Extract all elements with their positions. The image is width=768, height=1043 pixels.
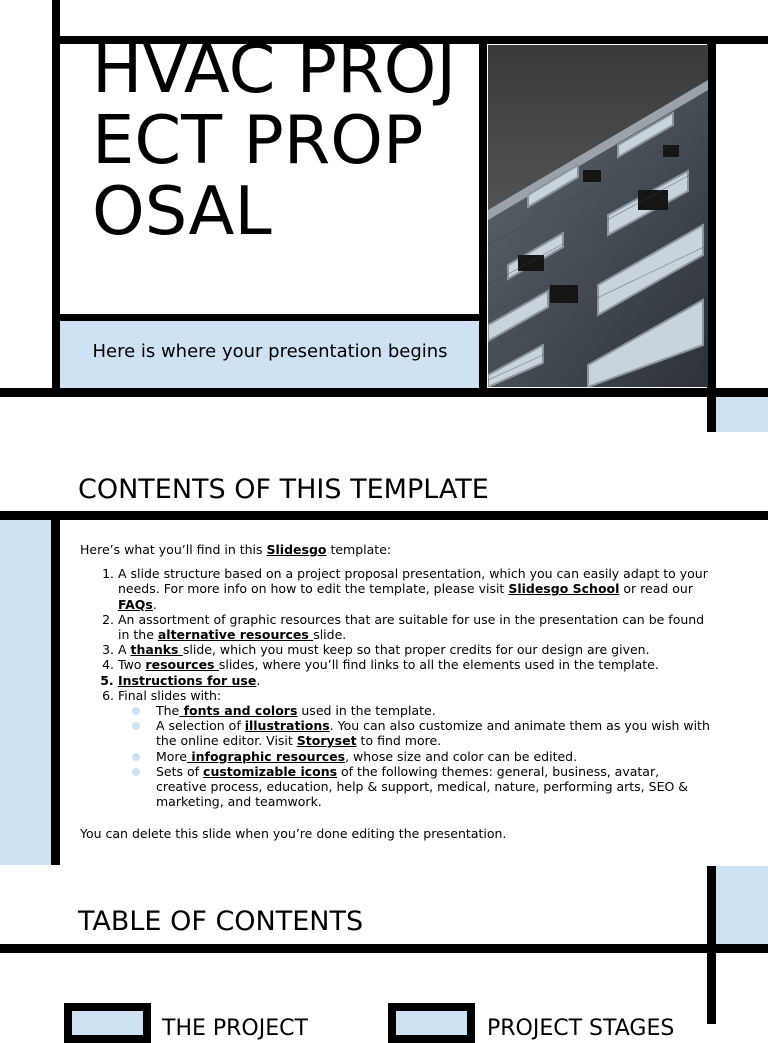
page-title: HVAC PROJECT PROPOSAL	[92, 30, 457, 250]
sub-list-item: More infographic resources, whose size and color can be edited.	[156, 749, 710, 764]
contents-list	[80, 566, 710, 809]
sub-list-item: A selection of illustrations. You can also customize and animate them as you wish with the online editor. Visit Storyset to find more.	[156, 718, 710, 749]
accent-block	[0, 520, 51, 865]
sub-list	[118, 703, 710, 809]
thanks-link[interactable]: thanks	[130, 642, 183, 658]
frame-line	[0, 388, 768, 397]
intro-text: Here’s what you’ll find in this Slidesgo template:	[80, 542, 392, 557]
list-item: 3. A thanks slide, which you must keep so that proper credits for our design are given.	[118, 642, 710, 657]
toc-item-label[interactable]: PROJECT STAGES	[487, 1016, 675, 1041]
sub-list-item: Sets of customizable icons of the following themes: general, business, avatar, creative process, education, help & support, medical, nature, performing arts, SEO & marketing, and teamwork.	[156, 764, 710, 810]
toc-number-box	[64, 1003, 151, 1043]
contents-text	[80, 542, 710, 842]
accent-block	[716, 866, 768, 944]
illustrations-link[interactable]: illustrations	[244, 718, 330, 734]
instructions-link[interactable]: Instructions for use	[118, 672, 257, 688]
building-facade-icon	[488, 45, 708, 387]
list-item: 5. Instructions for use.	[118, 673, 710, 688]
frame-line	[51, 520, 60, 865]
list-item: 2. An assortment of graphic resources that are suitable for use in the presentation can be found in the alternative resources slide.	[118, 612, 710, 642]
toc-item-label[interactable]: THE PROJECT	[162, 1016, 308, 1041]
section-heading: CONTENTS OF THIS TEMPLATE	[78, 474, 489, 505]
icons-link[interactable]: customizable icons	[203, 763, 338, 779]
building-photo	[488, 45, 708, 387]
list-item: 6. Final slides with: The fonts and colors used in the template. A selection of illustrations. You can also customize and animate them as you wish with the online editor. Visit Storyset to find more. More infographic resources, whose size and color can be edited. Sets of customizable icons of the following themes: general, business, avatar, creative process, education, help & support, medical, nature, performing arts, SEO & marketing, and teamwork.	[118, 688, 710, 810]
storyset-link[interactable]: Storyset	[296, 733, 357, 749]
toc-number-box	[388, 1003, 475, 1043]
sub-list-item: The fonts and colors used in the template.	[156, 703, 710, 718]
list-item: 1. A slide structure based on a project proposal presentation, which you can easily adapt to your needs. For more info on how to edit the template, please visit Slidesgo School or read our FAQs.	[118, 566, 710, 612]
accent-block	[716, 397, 768, 432]
page-subtitle: Here is where your presentation begins	[92, 341, 448, 362]
frame-line	[0, 511, 768, 520]
frame-line	[52, 0, 60, 397]
slidesgo-school-link[interactable]: Slidesgo School	[508, 581, 620, 597]
frame-line	[52, 314, 483, 321]
slidesgo-link[interactable]: Slidesgo	[266, 542, 327, 557]
list-item: 4. Two resources slides, where you’ll find links to all the elements used in the template.	[118, 657, 710, 672]
frame-line	[707, 36, 716, 432]
infographic-link[interactable]: infographic resources	[187, 748, 346, 764]
faqs-link[interactable]: FAQs	[118, 596, 153, 612]
resources-link[interactable]: resources	[145, 657, 219, 673]
frame-line	[0, 944, 768, 953]
toc-heading: TABLE OF CONTENTS	[78, 906, 364, 937]
alternative-resources-link[interactable]: alternative resources	[157, 627, 314, 643]
frame-line	[479, 36, 487, 397]
fonts-colors-link[interactable]: fonts and colors	[179, 703, 298, 719]
delete-note: You can delete this slide when you’re done editing the presentation.	[80, 826, 507, 842]
